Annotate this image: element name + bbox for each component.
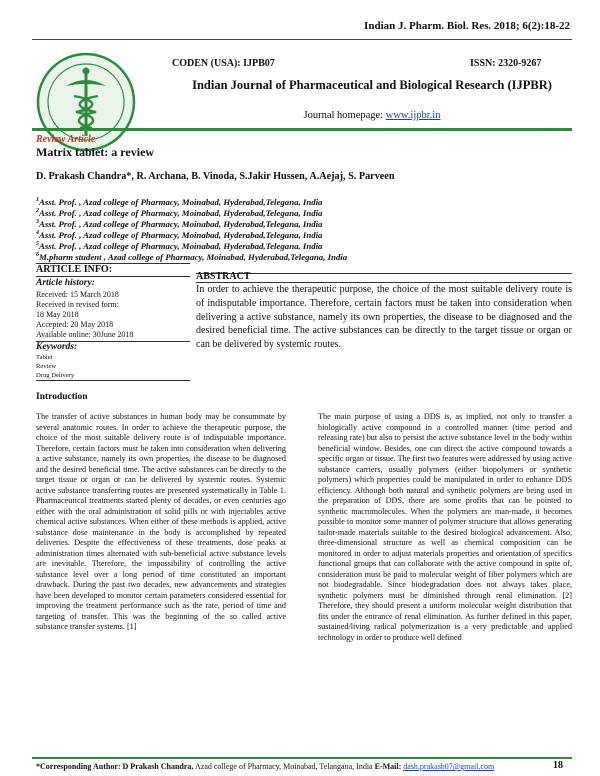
journal-name: Indian Journal of Pharmaceutical and Biological Research (IJPBR) — [192, 78, 552, 92]
history-item: Received in revised form: — [36, 300, 119, 309]
article-title: Matrix tablet: a review — [36, 145, 155, 159]
affiliation: $^4$Asst. Prof. , Azad college of Pharmacy, Moinabad, Hyderabad,Telegana, India — [36, 229, 323, 240]
divider — [36, 380, 190, 381]
body-column-right — [318, 412, 572, 643]
keyword: Tablet — [36, 354, 53, 361]
header-rule — [32, 39, 572, 40]
keyword: Review — [36, 363, 57, 370]
journal-citation: Indian J. Pharm. Biol. Res. 2018; 6(2):18-22 — [364, 20, 570, 32]
affiliation: $^5$Asst. Prof. , Azad college of Pharmacy, Moinabad, Hyderabad,Telegana, India — [36, 240, 323, 251]
corresponding-label: *Corresponding Author: D Prakash Chandra, — [36, 762, 194, 771]
article-info-heading: ARTICLE INFO: — [36, 264, 113, 275]
body-column-left — [36, 412, 286, 633]
issn: ISSN: 2320-9267 — [470, 58, 542, 69]
email-label: E-Mail: — [374, 762, 404, 771]
accent-rule — [32, 128, 572, 131]
homepage-link[interactable]: www.ijpbr.in — [385, 110, 441, 121]
affiliation: $^1$Asst. Prof. , Azad college of Pharmacy, Moinabad, Hyderabad,Telegana, India — [36, 196, 323, 207]
paragraph: The transfer of active substances in human body may be consummate by several anatomic routes. In order to achieve the therapeutic purpose, the choice of the most suitable delivery route is of indisputable importance. Therefore, certain factors must be taken into consideration when delivering a active substance, namely its own properties, the disease to be diagnosed and the desired beneficial time. The active substances can be directly to the target tissue or organ or can be delivered by systemic routes. Systemic active substance transferring routes are presented systematically in Table 1. Pharmaceutical treatments started plenty of decades, or even centuries ago either with the oral administration of solid pills or with injectables active chemical active substances. When either of these methods is applied, active substance dose maintenance in the body is accomplished by repeated deliveries. Despite the effectiveness of these treatments, dose peaks at administration times alternated with sub-beneficial active substance levels are inevitable. Therefore, the impossibility of controlling the active substance level over a long period of time constituted an important drawback. During the past two decades, new advancements and strategies have been developed to monitor certain parameters considered essential for improving the treatment performance such as the rate, period of time and targeting of transfer. This was the beginning of the so called active substance transfer systems. [1] — [36, 412, 286, 631]
section-heading: Introduction — [36, 392, 88, 402]
homepage-label: Journal homepage: — [303, 110, 386, 121]
affiliation: $^6$M.pharm student , Azad college of Pharmacy, Moinabad, Hyderabad,Telegana, India — [36, 251, 348, 262]
footer-rule — [32, 757, 572, 759]
corresponding-affiliation: Azad college of Pharmacy, Moinabad, Telangana, India — [193, 762, 375, 771]
article-type: Review Article — [36, 134, 96, 145]
history-item: Available online: 30June 2018 — [36, 330, 134, 339]
coden: CODEN (USA): IJPB07 — [172, 58, 275, 69]
corresponding-author — [36, 762, 494, 771]
abstract-heading: ABSTRACT — [196, 271, 251, 282]
history-item: Accepted: 20 May 2018 — [36, 320, 114, 329]
affiliation: $^2$Asst. Prof. , Azad college of Pharmacy, Moinabad, Hyderabad,Telegana, India — [36, 207, 323, 218]
author-list: D. Prakash Chandra*, R. Archana, B. Vinoda, S.Jakir Hussen, A.Aejaj, S. Parveen — [36, 171, 395, 182]
divider — [196, 273, 572, 274]
journal-homepage — [172, 110, 572, 121]
affiliation: $^3$Asst. Prof. , Azad college of Pharmacy, Moinabad, Hyderabad,Telegana, India — [36, 218, 323, 229]
page-number: 18 — [553, 760, 563, 771]
keyword: Drug Delivery — [36, 372, 75, 379]
abstract-text: In order to achieve the therapeutic purpose, the choice of the most suitable delivery route is of indisputable importance. Therefore, certain factors must be taken into consideration when delivering a active substance, namely its own properties, the disease to be diagnosed and the desired beneficial time. The active substances can be directly to the target tissue or organ or can be delivered by systemic routes. — [196, 284, 572, 351]
email-link[interactable]: dash.prakash07@gmail.com — [403, 762, 495, 771]
history-heading: Article history: — [36, 278, 95, 288]
history-item: 18 May 2018 — [36, 310, 79, 319]
divider — [36, 276, 190, 277]
paragraph: The main purpose of using a DDS is, as implied, not only to transfer a biologically active compound in a controlled manner (time period and releasing rate) but also to persist the active substance level in the body within beneficial window. Besides, one can direct the active compound towards a specific organ or tissue. The first two features were addressed by using active substance carriers, usually polymers (either biopolymers or synthetic polymers) which properties could be manipulated in order to enhance DDS efficiency. Although both natural and synthetic polymers are being used in the preparation of DDS, there are some profits that can be pointed to synthetic macromolecules. When the polymers are man-made, it becomes possible to monitor some manner of polymer structure that allows generating tailor-made materials suitable to the desired biological advancement. Also, three-dimensional structure as well as chemical composition can be monitored in order to adjust materials properties and orientation of specifics functional groups that can collaborate with the active compound in spite of, consideration must be paid to molecular weight of fiber polymers which are not biodegradable. Since biodegradation does not always takes place, synthetic polymers must be diminished through renal elimination. [2] Therefore, they should present a uniform molecular weight distribution that fits under the entrance of renal elimination. As further defined in this paper, sustained/living radical polymerization is a very predictable and applied technology in order to produce well defined — [318, 412, 572, 642]
keywords-heading: Keywords: — [36, 342, 78, 352]
history-item: Received: 15 March 2018 — [36, 290, 119, 299]
